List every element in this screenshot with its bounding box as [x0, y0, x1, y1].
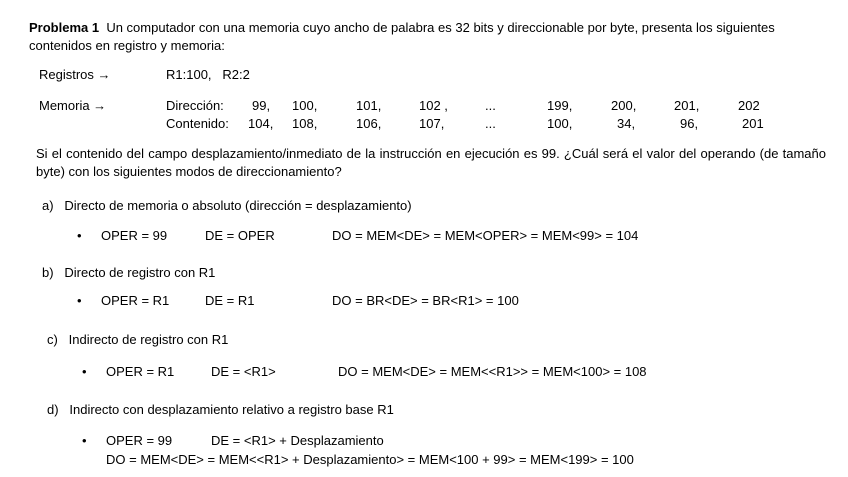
- section-c-oper: OPER = R1: [106, 364, 175, 379]
- section-c-de: DE = <R1>: [211, 364, 276, 379]
- registers-values: R1:100, R2:2: [166, 67, 250, 82]
- problem-label: Problema 1: [29, 20, 100, 35]
- section-c-do: DO = MEM<DE> = MEM<<R1>> = MEM<100> = 108: [338, 364, 647, 379]
- section-a-oper: OPER = 99: [101, 228, 168, 243]
- memory-label: Memoria →: [39, 98, 107, 113]
- content-cell: 104,: [248, 116, 274, 131]
- bullet-icon: •: [77, 228, 82, 243]
- address-cell: 201,: [674, 98, 700, 113]
- content-cell: 100,: [547, 116, 573, 131]
- content-label: Contenido:: [166, 116, 229, 131]
- section-c-title: c) Indirecto de registro con R1: [47, 332, 229, 347]
- content-cell: 96,: [680, 116, 699, 131]
- section-a-de: DE = OPER: [205, 228, 275, 243]
- content-cell: 107,: [419, 116, 445, 131]
- section-c-bullet: [82, 364, 90, 380]
- content-cell: 201: [742, 116, 764, 131]
- section-d-title: d) Indirecto con desplazamiento relativo a registro base R1: [47, 402, 394, 417]
- address-cell: 99,: [252, 98, 271, 113]
- section-a-do: DO = MEM<DE> = MEM<OPER> = MEM<99> = 104: [332, 228, 639, 243]
- question-text: Si el contenido del campo desplazamiento/inmediato de la instrucción en ejecución es 99. ¿Cuál será el valor del operando (de tamaño byte) con los siguientes modos de direccionamiento?: [36, 146, 826, 179]
- registers-label: Registros →: [39, 67, 111, 82]
- address-cell: 101,: [356, 98, 382, 113]
- address-cell: 100,: [292, 98, 318, 113]
- section-d-oper: OPER = 99: [106, 433, 173, 448]
- section-b-oper: OPER = R1: [101, 293, 170, 308]
- problem-statement: Un computador con una memoria cuyo ancho de palabra es 32 bits y direccionable por byte, presenta los siguientes contenidos en registro y memoria:: [29, 20, 775, 53]
- section-b-do: DO = BR<DE> = BR<R1> = 100: [332, 293, 519, 308]
- bullet-icon: •: [82, 364, 87, 379]
- bullet-icon: •: [82, 433, 87, 448]
- bullet-icon: •: [77, 293, 82, 308]
- problem-intro: [29, 19, 824, 55]
- content-cell: 108,: [292, 116, 318, 131]
- content-cell: 106,: [356, 116, 382, 131]
- section-a-bullet: [77, 228, 85, 244]
- section-b-title: b) Directo de registro con R1: [42, 265, 216, 280]
- address-cell: 202: [738, 98, 760, 113]
- section-a-title: a) Directo de memoria o absoluto (dirección = desplazamiento): [42, 198, 412, 213]
- address-cell: 102 ,: [419, 98, 448, 113]
- section-d-bullet: [82, 433, 90, 449]
- address-cell: ...: [485, 98, 496, 113]
- section-d-do: DO = MEM<DE> = MEM<<R1> + Desplazamiento> = MEM<100 + 99> = MEM<199> = 100: [106, 452, 634, 467]
- address-label: Dirección:: [166, 98, 224, 113]
- section-b-de: DE = R1: [205, 293, 255, 308]
- address-cell: 199,: [547, 98, 573, 113]
- address-cell: 200,: [611, 98, 637, 113]
- section-d-de: DE = <R1> + Desplazamiento: [211, 433, 384, 448]
- content-cell: 34,: [617, 116, 636, 131]
- section-b-bullet: [77, 293, 85, 309]
- content-cell: ...: [485, 116, 496, 131]
